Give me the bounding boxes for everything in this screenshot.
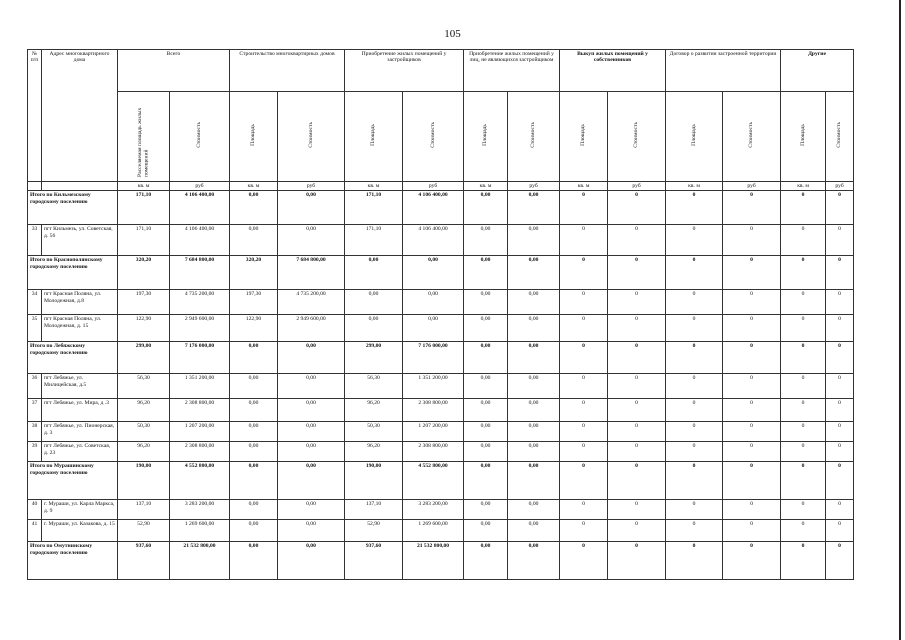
housing-table [27, 49, 854, 580]
value-cell: 0,00 [230, 374, 278, 399]
value-cell: 0 [826, 374, 854, 399]
value-cell: 0 [666, 442, 723, 462]
value-cell: 0 [608, 399, 666, 422]
header-address: Адрес многоквартирного дома [42, 50, 118, 182]
value-cell: 7 176 000,00 [403, 342, 464, 374]
value-cell: 137,10 [345, 500, 403, 520]
value-cell: 0,00 [464, 422, 508, 442]
value-cell: 0 [666, 290, 723, 315]
value-cell: 0,00 [403, 315, 464, 342]
value-cell: 0,00 [464, 256, 508, 290]
value-cell: 0,00 [230, 520, 278, 542]
value-cell: 0 [781, 191, 826, 225]
value-cell: 0 [666, 422, 723, 442]
value-cell: 0 [608, 225, 666, 256]
value-cell: 0 [560, 191, 608, 225]
subheader-cost: Стоимость [723, 92, 781, 182]
value-cell: 0 [781, 500, 826, 520]
value-cell: 0,00 [345, 315, 403, 342]
value-cell: 0,00 [278, 422, 345, 442]
subtotal-row [28, 191, 854, 225]
value-cell: 0,00 [278, 542, 345, 580]
value-cell: 4 106 400,00 [170, 225, 230, 256]
value-cell: 0,00 [508, 342, 560, 374]
value-cell: 96,20 [345, 399, 403, 422]
value-cell: 0,00 [508, 442, 560, 462]
value-cell: 21 532 800,00 [170, 542, 230, 580]
subheader-cost: Стоимость [608, 92, 666, 182]
value-cell: 0 [608, 520, 666, 542]
row-number: 33 [28, 225, 42, 256]
value-cell: 0 [781, 256, 826, 290]
value-cell: 0,00 [230, 191, 278, 225]
value-cell: 0,00 [508, 374, 560, 399]
value-cell: 0 [723, 225, 781, 256]
value-cell: 0 [560, 290, 608, 315]
subheader-area: Площадь [781, 92, 826, 182]
address-cell: пгт Лебяжье, ул. Пионерская, д. 3 [42, 422, 118, 442]
value-cell: 0,00 [278, 191, 345, 225]
value-cell: 0 [560, 542, 608, 580]
value-cell: 0 [666, 399, 723, 422]
value-cell: 52,90 [345, 520, 403, 542]
value-cell: 3 283 200,00 [170, 500, 230, 520]
value-cell: 7 176 000,00 [170, 342, 230, 374]
value-cell: 0,00 [278, 399, 345, 422]
value-cell: 0 [560, 256, 608, 290]
value-cell: 50,30 [345, 422, 403, 442]
header-group-developers: Приобретение жилых помещений у застройщиков [345, 50, 464, 92]
value-cell: 0 [826, 225, 854, 256]
value-cell: 0 [826, 520, 854, 542]
value-cell: 0 [826, 462, 854, 500]
value-cell: 0 [608, 342, 666, 374]
value-cell: 0,00 [508, 290, 560, 315]
value-cell: 0,00 [508, 520, 560, 542]
value-cell: 0 [560, 462, 608, 500]
value-cell: 0 [666, 342, 723, 374]
value-cell: 0,00 [278, 442, 345, 462]
value-cell: 0 [781, 399, 826, 422]
row-number: 39 [28, 442, 42, 462]
value-cell: 0 [826, 191, 854, 225]
unit-cost: руб [608, 182, 666, 191]
value-cell: 4 735 200,00 [170, 290, 230, 315]
page-number: 105 [444, 28, 461, 40]
value-cell: 0,00 [464, 462, 508, 500]
value-cell: 2 949 600,00 [278, 315, 345, 342]
value-cell: 0 [560, 399, 608, 422]
value-cell: 96,20 [118, 399, 170, 422]
subtotal-row [28, 462, 854, 500]
row-number: 41 [28, 520, 42, 542]
value-cell: 50,30 [118, 422, 170, 442]
value-cell: 0,00 [230, 542, 278, 580]
value-cell: 0 [560, 520, 608, 542]
table-row [28, 422, 854, 442]
row-number: 37 [28, 399, 42, 422]
subtotal-row [28, 542, 854, 580]
value-cell: 0 [781, 520, 826, 542]
value-cell: 4 735 200,00 [278, 290, 345, 315]
row-number: 34 [28, 290, 42, 315]
value-cell: 0 [608, 500, 666, 520]
value-cell: 190,00 [118, 462, 170, 500]
value-cell: 0,00 [464, 520, 508, 542]
value-cell: 0 [781, 422, 826, 442]
header-group-construction: Строительство многоквартирных домов [230, 50, 345, 92]
address-cell: пгт Кильмезь, ул. Советская, д. 56 [42, 225, 118, 256]
settlement-total-label: Итого по Мурашинскому городскому поселению [28, 462, 118, 500]
value-cell: 0 [608, 290, 666, 315]
value-cell: 171,10 [345, 225, 403, 256]
value-cell: 0 [781, 462, 826, 500]
value-cell: 2 308 800,00 [170, 399, 230, 422]
value-cell: 0 [666, 520, 723, 542]
address-cell: пгт Красная Поляна, ул. Молодежная, д.8 [42, 290, 118, 315]
value-cell: 0,00 [230, 422, 278, 442]
unit-area: кв. м [666, 182, 723, 191]
page-edge-line [899, 0, 901, 640]
value-cell: 0,00 [230, 225, 278, 256]
value-cell: 0,00 [464, 542, 508, 580]
units-blank [28, 182, 42, 191]
value-cell: 197,30 [230, 290, 278, 315]
subheader-area: Площадь [666, 92, 723, 182]
value-cell: 137,10 [118, 500, 170, 520]
value-cell: 2 308 800,00 [403, 442, 464, 462]
value-cell: 0,00 [508, 399, 560, 422]
value-cell: 56,30 [345, 374, 403, 399]
settlement-total-label: Итого по Кильмезскому городскому поселению [28, 191, 118, 225]
header-group-non-developers: Приобретение жилых помещений у лиц, не являющихся застройщиком [464, 50, 560, 92]
unit-cost: руб [403, 182, 464, 191]
value-cell: 4 552 800,00 [403, 462, 464, 500]
value-cell: 171,10 [118, 191, 170, 225]
address-cell: пгт Красная Поляна, ул. Молодежная, д. 15 [42, 315, 118, 342]
address-cell: г. Мураши, ул. Казакова, д. 15 [42, 520, 118, 542]
value-cell: 0,00 [464, 500, 508, 520]
units-blank [42, 182, 118, 191]
value-cell: 0 [781, 374, 826, 399]
header-group-buyout: Выкуп жилых помещений у собственников [560, 50, 666, 92]
unit-area: кв. м [560, 182, 608, 191]
header-group-development-agreement: Договор о развитии застроенной территории [666, 50, 781, 92]
header-num: № п/п [28, 50, 42, 182]
value-cell: 0 [723, 399, 781, 422]
value-cell: 0,00 [230, 442, 278, 462]
unit-cost: руб [278, 182, 345, 191]
subheader-area: Площадь [464, 92, 508, 182]
value-cell: 0,00 [278, 520, 345, 542]
value-cell: 0 [608, 442, 666, 462]
value-cell: 0 [826, 500, 854, 520]
value-cell: 0,00 [464, 442, 508, 462]
value-cell: 320,20 [118, 256, 170, 290]
value-cell: 0 [723, 500, 781, 520]
value-cell: 0 [826, 442, 854, 462]
value-cell: 0,00 [278, 374, 345, 399]
value-cell: 0 [666, 500, 723, 520]
value-cell: 0 [560, 342, 608, 374]
value-cell: 0,00 [230, 342, 278, 374]
unit-area: кв. м [781, 182, 826, 191]
value-cell: 0,00 [464, 225, 508, 256]
value-cell: 0 [560, 374, 608, 399]
subheader-cost: Стоимость [826, 92, 854, 182]
value-cell: 7 684 800,00 [170, 256, 230, 290]
address-cell: пгт Лебяжье, ул. Милицейская, д.5 [42, 374, 118, 399]
value-cell: 171,10 [345, 191, 403, 225]
address-cell: пгт Лебяжье, ул. Советская, д. 23 [42, 442, 118, 462]
value-cell: 96,20 [345, 442, 403, 462]
value-cell: 7 684 800,00 [278, 256, 345, 290]
value-cell: 3 283 200,00 [403, 500, 464, 520]
value-cell: 0 [608, 422, 666, 442]
value-cell: 0,00 [464, 374, 508, 399]
value-cell: 122,90 [118, 315, 170, 342]
value-cell: 0 [666, 374, 723, 399]
value-cell: 1 207 200,00 [170, 422, 230, 442]
subheader-area: Площадь [345, 92, 403, 182]
row-number: 40 [28, 500, 42, 520]
table-row [28, 442, 854, 462]
value-cell: 4 106 400,00 [403, 225, 464, 256]
value-cell: 0,00 [278, 225, 345, 256]
row-number: 38 [28, 422, 42, 442]
value-cell: 122,90 [230, 315, 278, 342]
value-cell: 0,00 [464, 399, 508, 422]
unit-cost: руб [723, 182, 781, 191]
value-cell: 0 [781, 342, 826, 374]
value-cell: 0,00 [508, 462, 560, 500]
value-cell: 0,00 [230, 500, 278, 520]
value-cell: 21 532 800,00 [403, 542, 464, 580]
value-cell: 0 [560, 500, 608, 520]
value-cell: 0 [826, 256, 854, 290]
value-cell: 1 269 600,00 [170, 520, 230, 542]
value-cell: 0 [723, 191, 781, 225]
table-row [28, 290, 854, 315]
value-cell: 52,90 [118, 520, 170, 542]
value-cell: 0 [826, 315, 854, 342]
table-row [28, 500, 854, 520]
value-cell: 0 [666, 191, 723, 225]
subheader-cost: Стоимость [403, 92, 464, 182]
value-cell: 0 [666, 462, 723, 500]
value-cell: 2 949 600,00 [170, 315, 230, 342]
subheader-area: Площадь [560, 92, 608, 182]
value-cell: 0 [826, 422, 854, 442]
value-cell: 0 [781, 442, 826, 462]
value-cell: 0 [781, 290, 826, 315]
value-cell: 4 106 400,00 [170, 191, 230, 225]
subheader-area: Площадь [230, 92, 278, 182]
table-row [28, 315, 854, 342]
value-cell: 0 [666, 256, 723, 290]
value-cell: 0 [723, 442, 781, 462]
value-cell: 0 [723, 520, 781, 542]
settlement-total-label: Итого по Лебяжскому городскому поселению [28, 342, 118, 374]
unit-cost: руб [826, 182, 854, 191]
value-cell: 0,00 [508, 542, 560, 580]
value-cell: 0,00 [464, 342, 508, 374]
value-cell: 0,00 [464, 290, 508, 315]
table-row [28, 374, 854, 399]
value-cell: 320,20 [230, 256, 278, 290]
value-cell: 0 [723, 462, 781, 500]
value-cell: 56,30 [118, 374, 170, 399]
value-cell: 1 269 600,00 [403, 520, 464, 542]
value-cell: 0 [608, 315, 666, 342]
subheader-cost: Стоимость [278, 92, 345, 182]
value-cell: 0,00 [403, 290, 464, 315]
value-cell: 937,60 [118, 542, 170, 580]
unit-area: кв. м [345, 182, 403, 191]
value-cell: 0 [781, 542, 826, 580]
value-cell: 0,00 [345, 256, 403, 290]
row-number: 36 [28, 374, 42, 399]
value-cell: 0 [781, 315, 826, 342]
value-cell: 4 552 800,00 [170, 462, 230, 500]
value-cell: 0 [608, 462, 666, 500]
settlement-total-label: Итого по Краснополянскому городскому поселению [28, 256, 118, 290]
value-cell: 0 [723, 256, 781, 290]
address-cell: пгт Лебяжье, ул. Мира, д .3 [42, 399, 118, 422]
value-cell: 0 [723, 422, 781, 442]
value-cell: 0 [608, 374, 666, 399]
value-cell: 0 [723, 290, 781, 315]
value-cell: 0 [826, 342, 854, 374]
value-cell: 0 [666, 542, 723, 580]
table-row [28, 520, 854, 542]
value-cell: 0,00 [345, 290, 403, 315]
address-cell: г. Мураши, ул. Карла Маркса, д. 9 [42, 500, 118, 520]
value-cell: 0,00 [230, 399, 278, 422]
subheader-cost: Стоимость [508, 92, 560, 182]
table-row [28, 399, 854, 422]
subtotal-row [28, 342, 854, 374]
unit-area: кв. м [464, 182, 508, 191]
unit-cost: руб [508, 182, 560, 191]
value-cell: 0 [608, 256, 666, 290]
value-cell: 0,00 [508, 500, 560, 520]
unit-area: кв. м [118, 182, 170, 191]
value-cell: 171,10 [118, 225, 170, 256]
value-cell: 0,00 [278, 500, 345, 520]
settlement-total-label: Итого по Омутнинскому городскому поселению [28, 542, 118, 580]
subtotal-row [28, 256, 854, 290]
table-row [28, 225, 854, 256]
value-cell: 2 308 800,00 [403, 399, 464, 422]
subheader-total-area: Расселяемая площадь жилых помещений [118, 92, 170, 182]
value-cell: 0 [723, 542, 781, 580]
unit-cost: руб [170, 182, 230, 191]
value-cell: 0 [826, 399, 854, 422]
unit-area: кв. м [230, 182, 278, 191]
value-cell: 4 106 400,00 [403, 191, 464, 225]
value-cell: 0 [560, 315, 608, 342]
value-cell: 2 308 800,00 [170, 442, 230, 462]
value-cell: 0 [560, 225, 608, 256]
row-number: 35 [28, 315, 42, 342]
value-cell: 190,00 [345, 462, 403, 500]
value-cell: 0 [666, 315, 723, 342]
value-cell: 0,00 [508, 315, 560, 342]
value-cell: 0 [826, 542, 854, 580]
value-cell: 0 [781, 225, 826, 256]
value-cell: 1 207 200,00 [403, 422, 464, 442]
value-cell: 0,00 [464, 191, 508, 225]
value-cell: 1 351 200,00 [170, 374, 230, 399]
value-cell: 0 [826, 290, 854, 315]
value-cell: 0 [560, 422, 608, 442]
value-cell: 0 [608, 191, 666, 225]
value-cell: 937,60 [345, 542, 403, 580]
header-group-total: Всего [118, 50, 230, 92]
value-cell: 0 [608, 542, 666, 580]
value-cell: 0 [560, 442, 608, 462]
header-group-other: Другие [781, 50, 854, 92]
value-cell: 0,00 [278, 462, 345, 500]
value-cell: 1 351 200,00 [403, 374, 464, 399]
value-cell: 0 [666, 225, 723, 256]
value-cell: 299,00 [345, 342, 403, 374]
value-cell: 0,00 [508, 422, 560, 442]
value-cell: 0,00 [278, 342, 345, 374]
value-cell: 96,20 [118, 442, 170, 462]
value-cell: 197,30 [118, 290, 170, 315]
value-cell: 299,00 [118, 342, 170, 374]
value-cell: 0 [723, 315, 781, 342]
value-cell: 0,00 [508, 256, 560, 290]
value-cell: 0,00 [403, 256, 464, 290]
value-cell: 0,00 [508, 191, 560, 225]
value-cell: 0 [723, 374, 781, 399]
subheader-cost: Стоимость [170, 92, 230, 182]
value-cell: 0 [723, 342, 781, 374]
value-cell: 0,00 [508, 225, 560, 256]
value-cell: 0,00 [230, 462, 278, 500]
value-cell: 0,00 [464, 315, 508, 342]
